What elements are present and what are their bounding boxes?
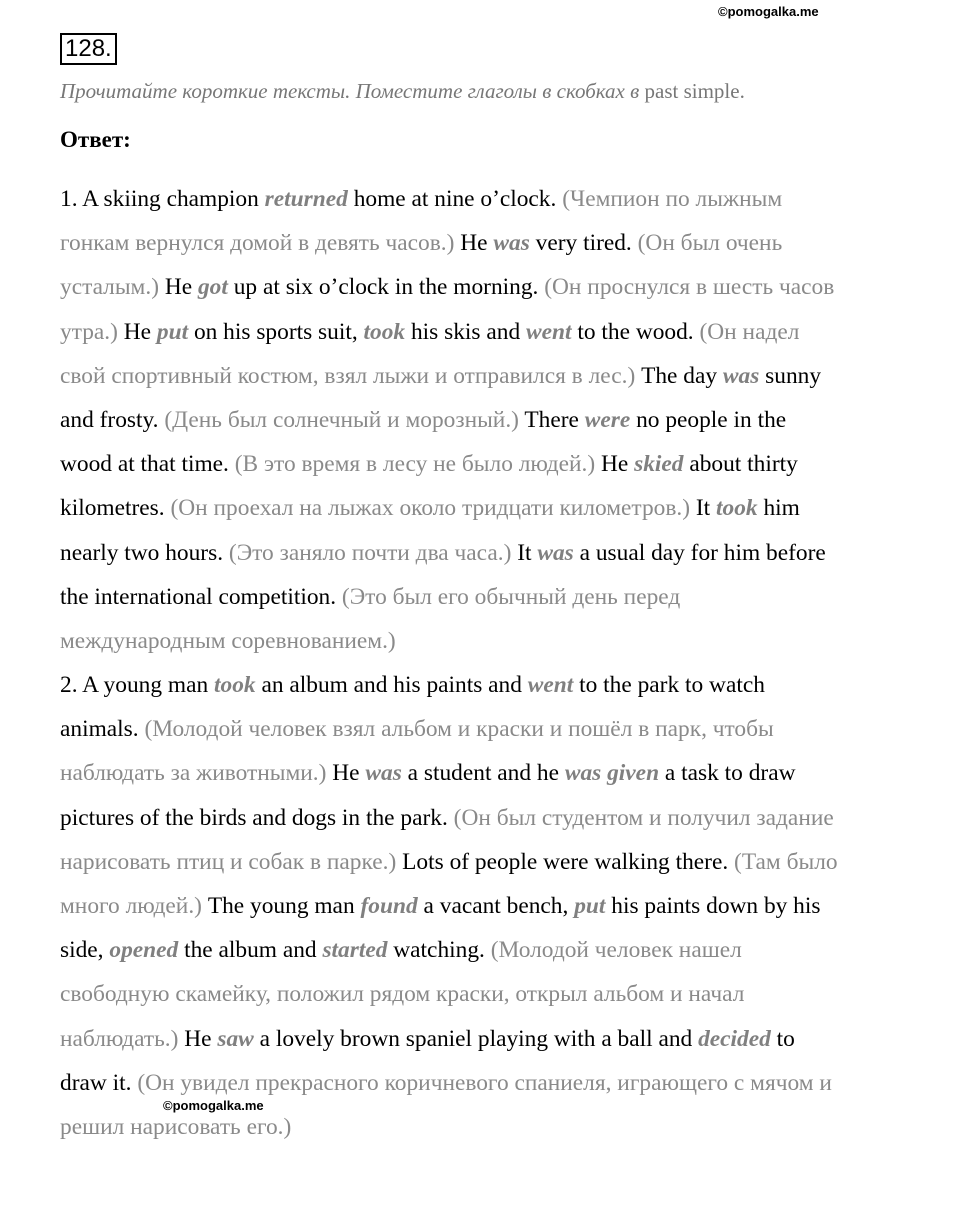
text-line xyxy=(60,531,930,575)
russian-translation: (Молодой человек взял альбом и краски и пошёл в парк, чтобы xyxy=(144,716,774,743)
russian-translation: нарисовать птиц и собак в парке.) xyxy=(60,848,403,875)
english-text: on his sports suit, xyxy=(188,318,364,345)
english-text: an album and his paints and xyxy=(255,672,528,699)
russian-translation: (Он был студентом и получил задание xyxy=(453,804,834,831)
verb-answer: started xyxy=(322,937,388,964)
verb-answer: took xyxy=(214,672,256,699)
russian-translation: (Он надел xyxy=(699,318,800,345)
verb-answer: were xyxy=(584,406,631,433)
russian-translation: решил нарисовать его.) xyxy=(60,1113,292,1140)
text-line xyxy=(60,486,930,530)
verb-answer: was given xyxy=(564,760,660,787)
english-text: 2. A young man xyxy=(60,672,214,699)
russian-translation: (Он проснулся в шесть часов xyxy=(544,274,835,301)
verb-answer: put xyxy=(574,893,606,919)
text-line xyxy=(60,398,930,442)
instruction-plain-text: past simple. xyxy=(644,79,745,103)
russian-translation: (Молодой человек нашел xyxy=(490,937,742,964)
russian-translation: наблюдать за животными.) xyxy=(60,760,333,787)
text-line xyxy=(60,265,930,309)
english-text: It xyxy=(695,495,716,522)
text-line xyxy=(60,310,930,354)
english-text: the international competition. xyxy=(60,583,342,610)
english-text: to the park to watch xyxy=(573,672,765,699)
russian-translation: (В это время в лесу не было людей.) xyxy=(234,451,601,478)
english-text: his paints down by his xyxy=(605,893,821,919)
verb-answer: returned xyxy=(264,186,348,212)
english-text: a usual day for him before xyxy=(573,539,826,566)
verb-answer: skied xyxy=(634,451,684,478)
english-text: and frosty. xyxy=(60,406,165,433)
russian-translation: (День был солнечный и морозный.) xyxy=(164,406,525,433)
english-text: Lots of people were walking there. xyxy=(402,848,735,875)
russian-translation: (Он увидел прекрасного коричневого спаниеля, играющего с мячом и xyxy=(137,1069,832,1096)
verb-answer: took xyxy=(716,495,758,522)
english-text: him xyxy=(757,495,800,522)
russian-translation: (Чемпион по лыжным xyxy=(562,186,783,212)
russian-translation: (Он проехал на лыжах около тридцати километров.) xyxy=(170,495,696,522)
verb-answer: opened xyxy=(109,937,179,964)
text-line xyxy=(60,1017,930,1061)
verb-answer: was xyxy=(365,760,402,787)
russian-translation: свой спортивный костюм, взял лыжи и отправился в лес.) xyxy=(60,362,642,389)
english-text: a task to draw xyxy=(659,760,796,787)
instruction xyxy=(60,79,745,104)
english-text: He xyxy=(600,451,635,478)
verb-answer: took xyxy=(363,318,406,345)
english-text: wood at that time. xyxy=(60,451,235,478)
english-text: a lovely brown spaniel playing with a ball and xyxy=(253,1025,699,1052)
english-text: He xyxy=(184,1025,218,1052)
watermark-bottom: ©pomogalka.me xyxy=(163,1098,264,1113)
russian-translation: много людей.) xyxy=(60,893,208,919)
english-text: his skis and xyxy=(405,318,526,345)
exercise-number: 128. xyxy=(60,33,117,65)
english-text: very tired. xyxy=(529,230,638,257)
russian-translation: утра.) xyxy=(60,318,124,345)
english-text: nearly two hours. xyxy=(60,539,229,566)
answer-label: Ответ: xyxy=(60,127,131,152)
answer-text xyxy=(60,177,930,1149)
russian-translation: международным соревнованием.) xyxy=(60,627,396,654)
text-line xyxy=(60,663,930,707)
english-text: a vacant bench, xyxy=(417,893,575,919)
text-line xyxy=(60,796,930,840)
verb-answer: decided xyxy=(698,1025,771,1052)
text-line xyxy=(60,751,930,795)
english-text: to xyxy=(770,1025,795,1052)
english-text: 1. A skiing champion xyxy=(60,186,265,212)
english-text: to the wood. xyxy=(571,318,700,345)
english-text: kilometres. xyxy=(60,495,171,522)
text-line xyxy=(60,354,930,398)
text-line xyxy=(60,221,930,265)
russian-translation: гонкам вернулся домой в девять часов.) xyxy=(60,230,461,257)
english-text: He xyxy=(332,760,366,787)
english-text: draw it. xyxy=(60,1069,138,1096)
english-text: animals. xyxy=(60,716,145,743)
verb-answer: was xyxy=(537,539,574,566)
english-text: The young man xyxy=(207,893,361,919)
english-text: about thirty xyxy=(683,451,798,478)
english-text: He xyxy=(164,274,198,301)
english-text: There xyxy=(524,406,585,433)
english-text: sunny xyxy=(759,362,822,389)
russian-translation: (Это заняло почти два часа.) xyxy=(228,539,518,566)
text-line xyxy=(60,442,930,486)
verb-answer: was xyxy=(722,362,760,389)
english-text: the album and xyxy=(178,937,323,964)
english-text: home at nine o’clock. xyxy=(347,186,563,212)
english-text: The day xyxy=(641,362,723,389)
russian-translation: наблюдать.) xyxy=(60,1025,185,1052)
english-text: It xyxy=(517,539,538,566)
text-line xyxy=(60,619,930,663)
text-line xyxy=(60,884,930,928)
text-line xyxy=(60,177,930,221)
instruction-italic-text: Прочитайте короткие тексты. Поместите глаголы в скобках в xyxy=(60,79,640,103)
verb-answer: went xyxy=(527,672,574,699)
verb-answer: put xyxy=(156,318,189,345)
text-line xyxy=(60,840,930,884)
verb-answer: got xyxy=(197,274,228,301)
text-line xyxy=(60,972,930,1016)
english-text: watching. xyxy=(387,937,491,964)
english-text: He xyxy=(123,318,157,345)
text-line xyxy=(60,707,930,751)
russian-translation: (Это был его обычный день перед xyxy=(341,583,681,610)
verb-answer: was xyxy=(493,230,530,257)
verb-answer: saw xyxy=(217,1025,254,1052)
watermark-top: ©pomogalka.me xyxy=(718,4,819,19)
english-text: side, xyxy=(60,937,110,964)
verb-answer: found xyxy=(360,893,418,919)
verb-answer: went xyxy=(526,318,572,345)
russian-translation: усталым.) xyxy=(60,274,165,301)
text-line xyxy=(60,575,930,619)
english-text: no people in the xyxy=(630,406,787,433)
english-text: pictures of the birds and dogs in the park. xyxy=(60,804,454,831)
english-text: He xyxy=(460,230,494,257)
russian-translation: (Он был очень xyxy=(637,230,783,257)
russian-translation: свободную скамейку, положил рядом краски, открыл альбом и начал xyxy=(60,981,745,1008)
english-text: a student and he xyxy=(401,760,565,787)
russian-translation: (Там было xyxy=(734,848,838,875)
english-text: up at six o’clock in the morning. xyxy=(227,274,545,301)
text-line xyxy=(60,928,930,972)
